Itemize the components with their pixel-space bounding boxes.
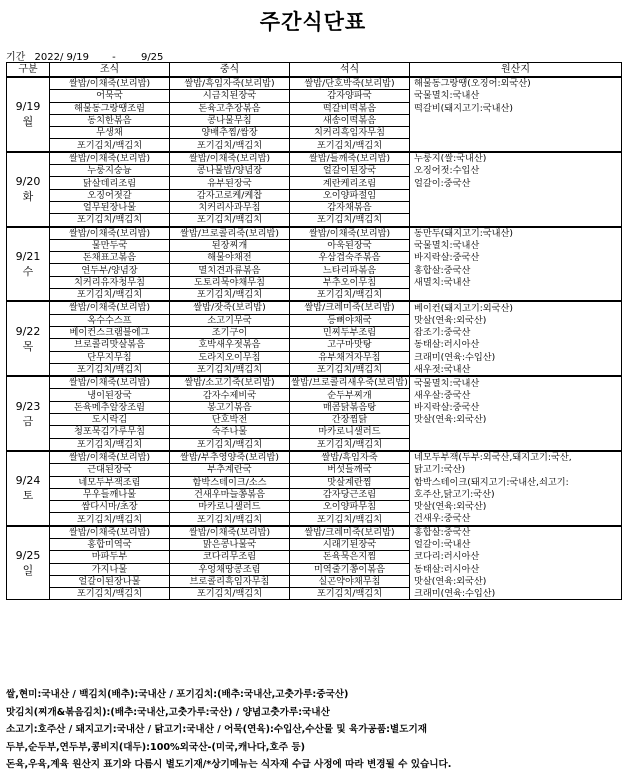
- dinner-cell: 포기김치/백김치: [290, 438, 410, 451]
- origin-cell: 호주산,닭고기:국산): [410, 488, 622, 500]
- dinner-cell: 감자양파국: [290, 90, 410, 102]
- origin-cell: 잡조기:중국산: [410, 326, 622, 338]
- table-row: [7, 351, 622, 363]
- dinner-cell: 마카로니샐러드: [290, 426, 410, 438]
- lunch-cell: 포기김치/백김치: [170, 289, 290, 302]
- breakfast-cell: 가지나물: [50, 563, 170, 575]
- day-cell: [7, 526, 50, 600]
- breakfast-cell: 포기김치/백김치: [50, 513, 170, 526]
- breakfast-cell: 돈채표고볶음: [50, 252, 170, 264]
- breakfast-cell: 무우들깨나물: [50, 488, 170, 500]
- dinner-cell: 치커리흑임자무침: [290, 127, 410, 139]
- day-cell: [7, 451, 50, 526]
- lunch-cell: 도토리묵야채무침: [170, 276, 290, 288]
- lunch-cell: 해물야채전: [170, 252, 290, 264]
- breakfast-cell: 쌀밥/이채죽(보리밥): [50, 152, 170, 165]
- table-row: [7, 314, 622, 326]
- day-cell: [7, 152, 50, 227]
- breakfast-cell: 누룽지숭늉: [50, 165, 170, 177]
- breakfast-cell: 물만두국: [50, 239, 170, 251]
- table-row: [7, 239, 622, 251]
- lunch-cell: 포기김치/백김치: [170, 513, 290, 526]
- origin-cell: 맛살(연육:외국산): [410, 314, 622, 326]
- day-cell: [7, 376, 50, 451]
- dinner-cell: 오이양파무침: [290, 501, 410, 513]
- origin-cell: 홍합살:중국산: [410, 264, 622, 276]
- dinner-cell: 포기김치/백김치: [290, 139, 410, 152]
- dinner-cell: 포기김치/백김치: [290, 513, 410, 526]
- day-weekday: 토: [22, 489, 34, 503]
- lunch-cell: 돈육고추장볶음: [170, 102, 290, 114]
- origin-cell: [410, 438, 622, 451]
- breakfast-cell: 어묵국: [50, 90, 170, 102]
- breakfast-cell: 포기김치/백김치: [50, 214, 170, 227]
- table-row: [7, 252, 622, 264]
- breakfast-cell: 도시락김: [50, 414, 170, 426]
- table-row: [7, 575, 622, 587]
- table-row: [7, 488, 622, 500]
- page-title: 주간식단표: [259, 10, 367, 34]
- menu-body: [7, 77, 622, 600]
- breakfast-cell: 쌈다시마/초장: [50, 501, 170, 513]
- table-row: [7, 152, 622, 165]
- table-row: [7, 301, 622, 314]
- origin-cell: [410, 214, 622, 227]
- dinner-cell: 맛살계란찜: [290, 476, 410, 488]
- day-date: 9/22: [15, 324, 41, 338]
- breakfast-cell: 포기김치/백김치: [50, 139, 170, 152]
- lunch-cell: 부추계란국: [170, 464, 290, 476]
- breakfast-cell: 쌀밥/이채죽(보리밥): [50, 301, 170, 314]
- table-row: [7, 114, 622, 126]
- lunch-cell: 코다리무조림: [170, 551, 290, 563]
- table-row: [7, 588, 622, 600]
- header-lunch: 중식: [170, 63, 290, 78]
- lunch-cell: 멸치견과류볶음: [170, 264, 290, 276]
- dinner-cell: 느타리파볶음: [290, 264, 410, 276]
- dinner-cell: 민찌두부조림: [290, 326, 410, 338]
- breakfast-cell: 포기김치/백김치: [50, 588, 170, 600]
- lunch-cell: 쌀밥/부추영양죽(보리밥): [170, 451, 290, 464]
- lunch-cell: 시금치된장국: [170, 90, 290, 102]
- table-row: [7, 501, 622, 513]
- day-weekday: 목: [22, 339, 34, 353]
- origin-cell: 맛살(연육:외국산): [410, 414, 622, 426]
- dinner-cell: 오이양파절임: [290, 189, 410, 201]
- origin-cell: 함박스테이크(돼지고기:국내산,쇠고기:: [410, 476, 622, 488]
- table-row: [7, 451, 622, 464]
- period-start: 2022/ 9/19: [34, 52, 89, 63]
- breakfast-cell: 포기김치/백김치: [50, 363, 170, 376]
- table-row: [7, 389, 622, 401]
- table-row: [7, 214, 622, 227]
- lunch-cell: 포기김치/백김치: [170, 139, 290, 152]
- header-dinner: 석식: [290, 63, 410, 78]
- dinner-cell: 쌀밥/이채죽(보리밥): [290, 227, 410, 240]
- breakfast-cell: 마파두부: [50, 551, 170, 563]
- dinner-cell: 포기김치/백김치: [290, 588, 410, 600]
- breakfast-cell: 옥수수스프: [50, 314, 170, 326]
- breakfast-cell: 오징어젓갈: [50, 189, 170, 201]
- lunch-cell: 포기김치/백김치: [170, 214, 290, 227]
- table-row: [7, 127, 622, 139]
- table-row: [7, 201, 622, 213]
- table-row: [7, 289, 622, 302]
- table-row: [7, 464, 622, 476]
- dinner-cell: 매콤닭볶음탕: [290, 401, 410, 413]
- lunch-cell: 우엉채땅콩조림: [170, 563, 290, 575]
- day-date: 9/19: [15, 100, 41, 114]
- table-row: [7, 438, 622, 451]
- lunch-cell: 건새우마늘쫑볶음: [170, 488, 290, 500]
- day-weekday: 월: [22, 115, 34, 129]
- origin-cell: [410, 201, 622, 213]
- dinner-cell: 감자채볶음: [290, 201, 410, 213]
- breakfast-cell: 포기김치/백김치: [50, 438, 170, 451]
- table-row: [7, 139, 622, 152]
- day-weekday: 일: [22, 564, 34, 578]
- origin-cell: 맛살(연육:외국산): [410, 501, 622, 513]
- lunch-cell: 된장찌개: [170, 239, 290, 251]
- lunch-cell: 함박스테이크/소스: [170, 476, 290, 488]
- lunch-cell: 쌀밥/이채죽(보리밥): [170, 526, 290, 539]
- origin-cell: 동만두(돼지고기:국내산): [410, 227, 622, 240]
- origin-cell: 베이컨(돼지고기:외국산): [410, 301, 622, 314]
- lunch-cell: 쌀밥/브로콜리죽(보리밥): [170, 227, 290, 240]
- breakfast-cell: 동치한볶음: [50, 114, 170, 126]
- table-row: [7, 376, 622, 389]
- table-row: [7, 538, 622, 550]
- table-row: [7, 551, 622, 563]
- note-line: 돈육,우육,계육 원산지 표기와 다름시 별도기재/*상기메뉴는 식자재 수급 사정에 따라 변경될 수 있습니다.: [6, 759, 452, 771]
- lunch-cell: 콩나물밥/양념장: [170, 165, 290, 177]
- breakfast-cell: 냉이된장국: [50, 389, 170, 401]
- dinner-cell: 고구마맛탕: [290, 339, 410, 351]
- note-line: 두부,순두부,연두부,콩비지(대두):100%외국산-(미국,캐나다,호주 등): [6, 741, 305, 753]
- table-row: [7, 90, 622, 102]
- breakfast-cell: 쌀밥/이채죽(보리밥): [50, 227, 170, 240]
- breakfast-cell: 치커리유자청무침: [50, 276, 170, 288]
- dinner-cell: 돈육묵은지찜: [290, 551, 410, 563]
- origin-cell: 오징어젓:수입산: [410, 165, 622, 177]
- header-category: 구분: [7, 63, 50, 78]
- lunch-cell: 소고기무국: [170, 314, 290, 326]
- dinner-cell: 부추오이무침: [290, 276, 410, 288]
- dinner-cell: 아욱된장국: [290, 239, 410, 251]
- table-row: [7, 77, 622, 90]
- breakfast-cell: 근대된장국: [50, 464, 170, 476]
- dinner-cell: 미역줄기쫑이볶음: [290, 563, 410, 575]
- lunch-cell: 포기김치/백김치: [170, 438, 290, 451]
- breakfast-cell: 홍합미역국: [50, 538, 170, 550]
- lunch-cell: 쌀밥/흑임자죽(보리밥): [170, 77, 290, 90]
- day-date: 9/25: [15, 549, 41, 563]
- dinner-cell: 쌀밥/크레미죽(보리밥): [290, 526, 410, 539]
- dinner-cell: 순두부찌개: [290, 389, 410, 401]
- origin-cell: 동태살:러시아산: [410, 339, 622, 351]
- table-row: [7, 326, 622, 338]
- table-row: [7, 102, 622, 114]
- breakfast-cell: 네모두부잭조림: [50, 476, 170, 488]
- lunch-cell: 브로콜리흑임자무침: [170, 575, 290, 587]
- period-label: 기간: [6, 52, 26, 63]
- origin-cell: 코다리:러시아산: [410, 551, 622, 563]
- origin-cell: 크래미(연육:수입산): [410, 588, 622, 600]
- day-cell: [7, 77, 50, 152]
- breakfast-cell: 쌀밥/이채죽(보리밥): [50, 77, 170, 90]
- lunch-cell: 쌀밥/소고기죽(보리밥): [170, 376, 290, 389]
- dinner-cell: 쌀밥/크레미죽(보리밥): [290, 301, 410, 314]
- breakfast-cell: 얼갈이된장나물: [50, 575, 170, 587]
- breakfast-cell: 연두부/양념장: [50, 264, 170, 276]
- dinner-cell: 간장찜닭: [290, 414, 410, 426]
- note-line: 소고기:호주산 / 돼지고기:국내산 / 닭고기:국내산 / 어묵(연육):수입산,수산물 및 육가공품:별도기재: [6, 724, 427, 736]
- lunch-cell: 치커리사과무침: [170, 201, 290, 213]
- origin-cell: 새우젓:국내산: [410, 363, 622, 376]
- table-row: [7, 563, 622, 575]
- origin-cell: [410, 139, 622, 152]
- origin-cell: 크래미(연육:수입산): [410, 351, 622, 363]
- origin-cell: [410, 114, 622, 126]
- breakfast-cell: 청포묵김가루무침: [50, 426, 170, 438]
- lunch-cell: 쌀밥/잣죽(보리밥): [170, 301, 290, 314]
- dinner-cell: 시래기된장국: [290, 538, 410, 550]
- origin-cell: 해물동그랑땡(오징어:외국산): [410, 77, 622, 90]
- origin-cell: 맛살(연육:외국산): [410, 575, 622, 587]
- origin-cell: 국물멸치:국내산: [410, 376, 622, 389]
- lunch-cell: 유부된장국: [170, 177, 290, 189]
- table-row: [7, 227, 622, 240]
- origin-cell: [410, 426, 622, 438]
- lunch-cell: 단호박전: [170, 414, 290, 426]
- origin-cell: 닭고기:국산): [410, 464, 622, 476]
- table-row: [7, 276, 622, 288]
- origin-cell: [410, 127, 622, 139]
- lunch-cell: 맑은콩나물국: [170, 538, 290, 550]
- table-row: [7, 177, 622, 189]
- table-row: [7, 513, 622, 526]
- lunch-cell: 봉고기볶음: [170, 401, 290, 413]
- breakfast-cell: 쌀밥/이채죽(보리밥): [50, 526, 170, 539]
- day-date: 9/23: [15, 399, 41, 413]
- lunch-cell: 포기김치/백김치: [170, 363, 290, 376]
- lunch-cell: 양배추찜/쌈장: [170, 127, 290, 139]
- period-dash: -: [112, 52, 116, 63]
- lunch-cell: 숙주나물: [170, 426, 290, 438]
- dinner-cell: 포기김치/백김치: [290, 289, 410, 302]
- origin-cell: 동태살:러시아산: [410, 563, 622, 575]
- dinner-cell: 버섯들깨국: [290, 464, 410, 476]
- table-header-row: [7, 63, 622, 78]
- day-cell: [7, 227, 50, 302]
- dinner-cell: 쌀밥/단호박죽(보리밥): [290, 77, 410, 90]
- breakfast-cell: 얼무된장나물: [50, 201, 170, 213]
- dinner-cell: 포기김치/백김치: [290, 214, 410, 227]
- dinner-cell: 떡갈비떡볶음: [290, 102, 410, 114]
- breakfast-cell: 베이컨스크램블에그: [50, 326, 170, 338]
- breakfast-cell: 브로콜리맛살볶음: [50, 339, 170, 351]
- table-row: [7, 426, 622, 438]
- origin-cell: 홍합살:중국산: [410, 526, 622, 539]
- table-row: [7, 339, 622, 351]
- table-row: [7, 189, 622, 201]
- dinner-cell: 등뼈야채국: [290, 314, 410, 326]
- origin-cell: 얼갈이:국내산: [410, 538, 622, 550]
- origin-cell: 바지락살:중국산: [410, 401, 622, 413]
- dinner-cell: 감자당근조림: [290, 488, 410, 500]
- lunch-cell: 마카로니샐러드: [170, 501, 290, 513]
- origin-notes: [6, 686, 621, 774]
- origin-cell: 국물멸치:국내산: [410, 90, 622, 102]
- dinner-cell: 쌀밥/들깨죽(보리밥): [290, 152, 410, 165]
- day-cell: [7, 301, 50, 376]
- origin-cell: [410, 289, 622, 302]
- dinner-cell: 쌀밥/브로콜리새우죽(보리밥): [291, 377, 408, 389]
- lunch-cell: 쌀밥/이채죽(보리밥): [170, 152, 290, 165]
- breakfast-cell: 쌀밥/이채죽(보리밥): [50, 376, 170, 389]
- dinner-cell: 쌀밥/흑임자죽: [290, 451, 410, 464]
- day-date: 9/24: [15, 474, 41, 488]
- origin-cell: 네모두부잭(두부:외국산,돼지고기:국산,: [410, 451, 622, 464]
- lunch-cell: 콩나물무침: [170, 114, 290, 126]
- period: [6, 48, 169, 63]
- origin-cell: 누룽지(쌀:국내산): [410, 152, 622, 165]
- lunch-cell: 감자수제비국: [170, 389, 290, 401]
- lunch-cell: 조기구이: [170, 326, 290, 338]
- note-line: 맛김치(찌개&볶음김치):(배추:국내산,고춧가루:국산) / 양념고춧가루:국내산: [6, 706, 330, 718]
- breakfast-cell: 쌀밥/이채죽(보리밥): [50, 451, 170, 464]
- origin-cell: 새우살:중국산: [410, 389, 622, 401]
- dinner-cell: 유부채겨자무침: [290, 351, 410, 363]
- breakfast-cell: 포기김치/백김치: [50, 289, 170, 302]
- table-row: [7, 476, 622, 488]
- lunch-cell: 도라지오이무침: [170, 351, 290, 363]
- lunch-cell: 호박새우젓볶음: [170, 339, 290, 351]
- period-end: 9/25: [140, 52, 164, 63]
- breakfast-cell: 해물동그랑땡조림: [50, 102, 170, 114]
- dinner-cell: 계란케리조림: [290, 177, 410, 189]
- dinner-cell: 실곤약야채무침: [290, 575, 410, 587]
- day-weekday: 화: [22, 190, 34, 204]
- lunch-cell: 감자고로케/케찹: [170, 189, 290, 201]
- note-line: 쌀,현미:국내산 / 백김치(배추):국내산 / 포기김치:(배추:국내산,고춧가루:중국산): [6, 689, 349, 700]
- table-row: [7, 264, 622, 276]
- table-row: [7, 401, 622, 413]
- origin-cell: 건새우:중국산: [410, 513, 622, 526]
- dinner-cell: 포기김치/백김치: [290, 363, 410, 376]
- origin-cell: 국물멸치:국내산: [410, 239, 622, 251]
- dinner-cell: 얼갈이된장국: [290, 165, 410, 177]
- origin-cell: 떡갈비(돼지고기:국내산): [410, 102, 622, 114]
- day-weekday: 금: [22, 414, 34, 428]
- table-row: [7, 414, 622, 426]
- dinner-cell: 새송이떡볶음: [290, 114, 410, 126]
- day-date: 9/20: [15, 175, 41, 189]
- weekly-menu-table: [6, 62, 622, 600]
- day-weekday: 수: [22, 264, 34, 278]
- dinner-cell: 우삼겹숙주볶음: [290, 252, 410, 264]
- breakfast-cell: 단무지무침: [50, 351, 170, 363]
- breakfast-cell: 닭살데리조림: [50, 177, 170, 189]
- table-row: [7, 165, 622, 177]
- lunch-cell: 포기김치/백김치: [170, 588, 290, 600]
- breakfast-cell: 무생채: [50, 127, 170, 139]
- origin-cell: 새멸치:국내산: [410, 276, 622, 288]
- table-row: [7, 363, 622, 376]
- breakfast-cell: 돈육메추알장조림: [50, 401, 170, 413]
- table-row: [7, 526, 622, 539]
- origin-cell: 바지락살:중국산: [410, 252, 622, 264]
- origin-cell: [410, 189, 622, 201]
- header-origin: 원산지: [410, 63, 622, 78]
- origin-cell: 얼갈이:중국산: [410, 177, 622, 189]
- day-date: 9/21: [15, 249, 41, 263]
- header-breakfast: 조식: [50, 63, 170, 78]
